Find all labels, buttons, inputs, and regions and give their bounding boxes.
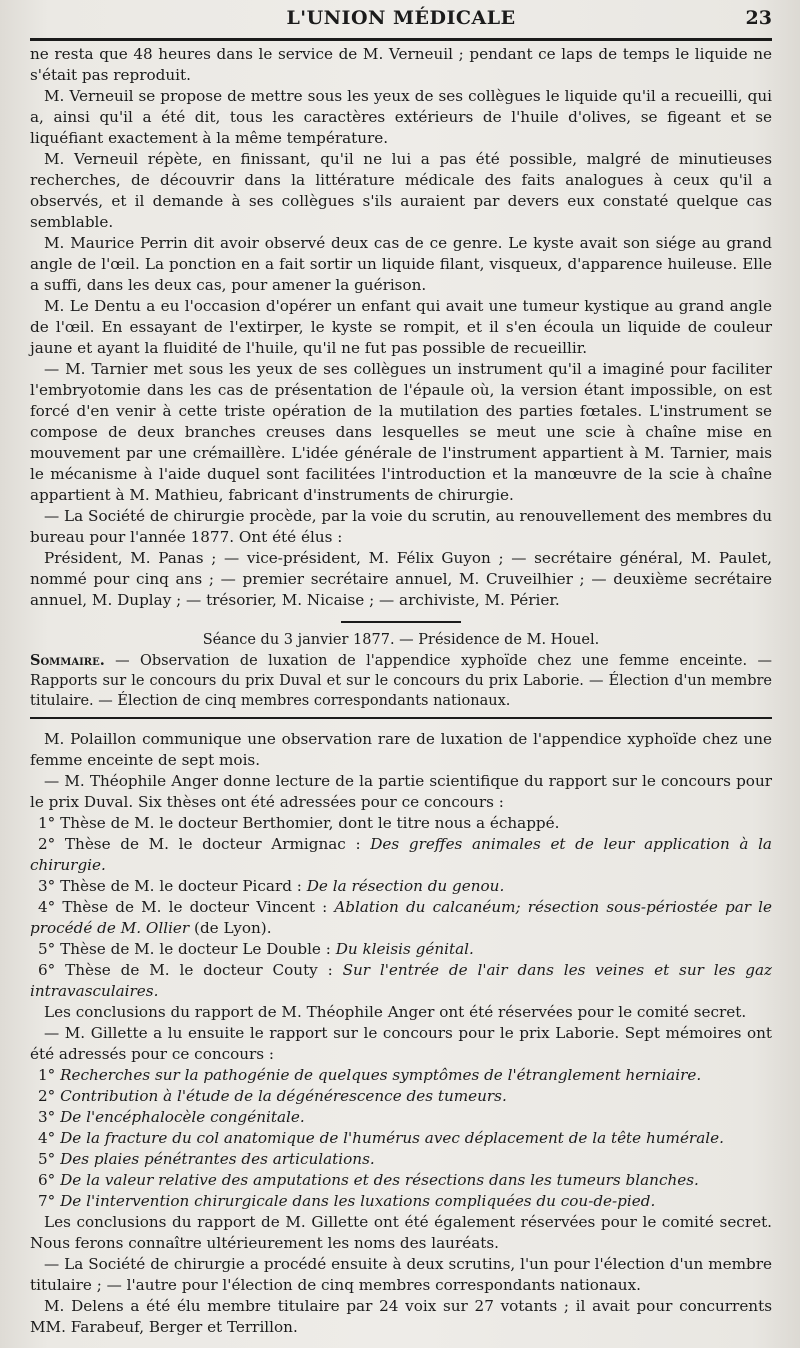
thesis-item — [30, 813, 772, 834]
memoire-item — [30, 1170, 772, 1191]
memoire-number: 6° — [38, 1171, 61, 1189]
memoire-item — [30, 1107, 772, 1128]
memoire-number: 7° — [38, 1192, 61, 1210]
paragraph: — M. Théophile Anger donne lecture de la partie scientifique du rapport sur le concours pour le prix Duval. Six thèses ont été adressées pour ce concours : — [30, 772, 772, 811]
memoire-number: 4° — [38, 1129, 61, 1147]
summary-rule — [30, 717, 772, 719]
paragraph: — La Société de chirurgie a procédé ensuite à deux scrutins, l'un pour l'élection d'un membre titulaire ; — l'autre pour l'élection de cinq membres correspondants nationaux. — [30, 1255, 772, 1294]
thesis-item — [30, 876, 772, 897]
session-summary — [30, 651, 772, 711]
thesis-lead: 4° Thèse de M. le docteur Vincent : — [38, 898, 335, 916]
memoire-number: 5° — [38, 1150, 61, 1168]
paragraph: M. Polaillon communique une observation rare de luxation de l'appendice xyphoïde chez une femme enceinte de sept mois. — [30, 730, 772, 769]
paragraph: M. Verneuil répète, en finissant, qu'il ne lui a pas été possible, malgré de minutieuses recherches, de découvrir dans la littérature médicale des faits analogues à ceux qu'il a observés, et il demande à ses collègues s'ils auraient par devers eux constaté quelque cas semblable. — [30, 150, 772, 231]
memoire-title: De l'intervention chirurgicale dans les luxations compliquées du cou-de-pied. — [60, 1192, 656, 1210]
paragraph: Président, M. Panas ; — vice-président, M. Félix Guyon ; — secrétaire général, M. Paulet, nommé pour cinq ans ; — premier secrétaire annuel, M. Cruveilhier ; — deuxième secrétaire annuel, M. Duplay ; — trésorier, M. Nicaise ; — archiviste, M. Périer. — [30, 549, 772, 609]
summary-text: — Observation de luxation de l'appendice xyphoïde chez une femme enceinte. — Rapports sur le concours du prix Duval et sur le concours du prix Laborie. — Élection d'un membre titulaire. — Élection de cinq membres correspondants nationaux. — [30, 653, 773, 709]
running-title: L'UNION MÉDICALE — [286, 7, 516, 29]
memoire-number: 1° — [38, 1066, 61, 1084]
paragraph: M. Verneuil se propose de mettre sous les yeux de ses collègues le liquide qu'il a recueilli, qui a, ainsi qu'il a été dit, tous les caractères extérieurs de l'huile d'olives, se figeant et se liquéfiant exactement à la même température. — [30, 87, 772, 147]
section-divider — [341, 621, 461, 623]
page-header — [30, 4, 772, 34]
memoire-title: De l'encéphalocèle congénitale. — [60, 1108, 305, 1126]
page-number: 23 — [745, 7, 772, 29]
memoire-item — [30, 1149, 772, 1170]
memoire-title: De la valeur relative des amputations et des résections dans les tumeurs blanches. — [60, 1171, 699, 1189]
memoire-title: De la fracture du col anatomique de l'humérus avec déplacement de la tête humérale. — [60, 1129, 724, 1147]
memoire-item — [30, 1065, 772, 1086]
article-body — [30, 44, 772, 1338]
thesis-item — [30, 939, 772, 960]
paragraph: ne resta que 48 heures dans le service de M. Verneuil ; pendant ce laps de temps le liquide ne s'était pas reproduit. — [30, 45, 772, 84]
thesis-item — [30, 897, 772, 939]
thesis-lead: 1° Thèse de M. le docteur Berthomier, dont le titre nous a échappé. — [38, 814, 560, 832]
thesis-title: Ablation du calcanéum; résection sous-périostée par le procédé de M. Ollier — [30, 898, 772, 937]
thesis-lead: 3° Thèse de M. le docteur Picard : — [38, 877, 307, 895]
paragraph: Les conclusions du rapport de M. Gillette ont été également réservées pour le comité secret. Nous ferons connaître ultérieurement les noms des lauréats. — [30, 1213, 772, 1252]
paragraph: — M. Gillette a lu ensuite le rapport sur le concours pour le prix Laborie. Sept mémoires ont été adressés pour ce concours : — [30, 1024, 772, 1063]
paragraph: — La Société de chirurgie procède, par la voie du scrutin, au renouvellement des membres du bureau pour l'année 1877. Ont été élus : — [30, 507, 772, 546]
memoire-number: 3° — [38, 1108, 61, 1126]
memoire-title: Des plaies pénétrantes des articulations. — [60, 1150, 375, 1168]
memoire-number: 2° — [38, 1087, 61, 1105]
header-rule — [30, 38, 772, 41]
paragraph: — M. Tarnier met sous les yeux de ses collègues un instrument qu'il a imaginé pour faciliter l'embryotomie dans les cas de présentation de l'épaule où, la version étant impossible, on est forcé d'en venir à cette triste opération de la mutilation des parties fœtales. L'instrument se compose de deux branches creuses dans lesquelles se meut une scie à chaîne mise en mouvement par une crémaillère. L'idée générale de l'instrument appartient à M. Tarnier, mais le mécanisme à l'aide duquel sont facilitées l'introduction et la manœuvre de la scie à chaîne appartient à M. Mathieu, fabricant d'instruments de chirurgie. — [30, 360, 772, 504]
thesis-lead: 6° Thèse de M. le docteur Couty : — [38, 961, 343, 979]
summary-label: Sommaire. — [30, 652, 105, 669]
thesis-tail: (de Lyon). — [189, 919, 272, 937]
thesis-item — [30, 834, 772, 876]
thesis-lead: 2° Thèse de M. le docteur Armignac : — [38, 835, 371, 853]
thesis-title: Sur l'entrée de l'air dans les veines et sur les gaz intravasculaires. — [30, 961, 772, 1000]
paragraph: M. Le Dentu a eu l'occasion d'opérer un enfant qui avait une tumeur kystique au grand angle de l'œil. En essayant de l'extirper, le kyste se rompit, et il s'en écoula un liquide de couleur jaune et ayant la fluidité de l'huile, qu'il ne fut pas possible de recueillir. — [30, 297, 772, 357]
paragraph: M. Maurice Perrin dit avoir observé deux cas de ce genre. Le kyste avait son siége au grand angle de l'œil. La ponction en a fait sortir un liquide filant, visqueux, d'apparence huileuse. Elle a suffi, dans les deux cas, pour amener la guérison. — [30, 234, 772, 294]
session-title: Séance du 3 janvier 1877. — Présidence de M. Houel. — [202, 632, 600, 648]
memoire-title: Contribution à l'étude de la dégénérescence des tumeurs. — [60, 1087, 507, 1105]
thesis-lead: 5° Thèse de M. le docteur Le Double : — [38, 940, 336, 958]
memoire-item — [30, 1191, 772, 1212]
thesis-title: Du kleisis génital. — [335, 940, 474, 958]
thesis-title: De la résection du genou. — [306, 877, 505, 895]
memoire-item — [30, 1128, 772, 1149]
memoire-title: Recherches sur la pathogénie de quelques symptômes de l'étranglement herniaire. — [60, 1066, 702, 1084]
memoire-item — [30, 1086, 772, 1107]
paragraph: M. Delens a été élu membre titulaire par 24 voix sur 27 votants ; il avait pour concurrents MM. Farabeuf, Berger et Terrillon. — [30, 1297, 772, 1336]
thesis-title: Des greffes animales et de leur application à la chirurgie. — [30, 835, 772, 874]
paragraph: Les conclusions du rapport de M. Théophile Anger ont été réservées pour le comité secret. — [44, 1003, 747, 1021]
thesis-item — [30, 960, 772, 1002]
